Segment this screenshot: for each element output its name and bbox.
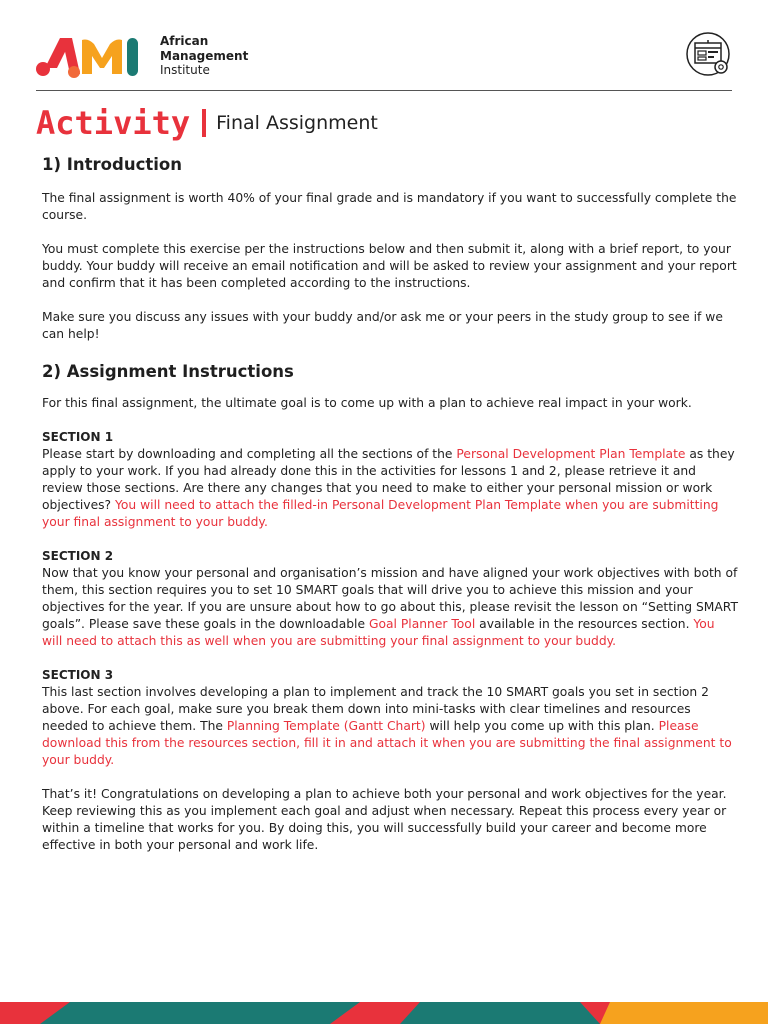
section-1-body bbox=[42, 446, 738, 531]
section-2-title: SECTION 2 bbox=[42, 549, 114, 563]
ami-logo bbox=[36, 34, 154, 78]
section-3-title: SECTION 3 bbox=[42, 668, 114, 682]
section-1-text: Please start by downloading and completing all the sections of the bbox=[42, 447, 457, 461]
org-name-line2: Management bbox=[160, 48, 249, 63]
header-divider bbox=[36, 90, 732, 91]
pdp-template-link[interactable]: Personal Development Plan Template bbox=[456, 447, 686, 461]
section-2-text: Now that you know your personal and organisation’s mission and have aligned your work objectives with both of them, this section requires you to set 10 SMART goals that will drive you to achieve this mission and your objectives for the year. If you are unsure about how to go about this, please revisit the lesson on “Setting SMART goals”. Please save these goals in the downloadable bbox=[42, 566, 738, 631]
section-3-text-2: will help you come up with this plan. bbox=[425, 719, 659, 733]
intro-heading: 1) Introduction bbox=[42, 155, 182, 174]
title-activity: Activity bbox=[36, 104, 191, 142]
section-1-title: SECTION 1 bbox=[42, 430, 114, 444]
intro-paragraph-3: Make sure you discuss any issues with your buddy and/or ask me or your peers in the study group to see if we can help! bbox=[42, 310, 723, 341]
intro-paragraph-2: You must complete this exercise per the instructions below and then submit it, along with a brief report, to your buddy. Your buddy will receive an email notification and will be asked to review your assignment and your report and confirm that it has been completed according to the instructions. bbox=[42, 242, 737, 290]
title-subtitle: Final Assignment bbox=[216, 112, 378, 134]
section-1 bbox=[42, 429, 738, 531]
org-name-line3: Institute bbox=[160, 63, 210, 77]
footer-color-band bbox=[0, 1002, 768, 1024]
closing-paragraph: That’s it! Congratulations on developing a plan to achieve both your personal and work objectives for the year. Keep reviewing this as you implement each goal and adjust when necessary. Repeat this process every year or within a timeline that works for you. By doing this, you will successfully build your career and become more effective in both your personal and work life. bbox=[42, 787, 727, 852]
instructions-heading: 2) Assignment Instructions bbox=[42, 362, 294, 381]
planning-board-gear-icon bbox=[686, 32, 732, 78]
gantt-template-link[interactable]: Planning Template (Gantt Chart) bbox=[226, 719, 426, 733]
intro-paragraph-1: The final assignment is worth 40% of your final grade and is mandatory if you want to successfully complete the course. bbox=[42, 191, 737, 222]
section-2-body bbox=[42, 565, 738, 650]
section-3-attach-note: Please download this from the resources section, fill it in and attach it when you are submitting the final assignment to your buddy. bbox=[42, 719, 732, 767]
org-name-line1: African bbox=[160, 34, 209, 48]
section-3-body bbox=[42, 684, 738, 769]
section-2 bbox=[42, 548, 738, 650]
section-3 bbox=[42, 667, 738, 769]
section-2-attach-note: You will need to attach this as well when you are submitting your final assignment to your buddy. bbox=[42, 617, 715, 648]
section-3-text: This last section involves developing a plan to implement and track the 10 SMART goals you set in section 2 above. For each goal, make sure you break them down into mini-tasks with clear timelines and resources needed to achieve them. The bbox=[42, 685, 709, 733]
page-header bbox=[36, 30, 732, 82]
title-separator bbox=[202, 109, 206, 137]
section-2-text-2: available in the resources section. bbox=[475, 617, 694, 631]
section-1-attach-note: You will need to attach the filled-in Personal Development Plan Template when you are submitting your final assignment to your buddy. bbox=[42, 498, 719, 529]
page-title bbox=[36, 104, 378, 144]
org-name bbox=[160, 34, 248, 78]
section-1-text-2: as they apply to your work. If you had already done this in the activities for lessons 1 and 2, please retrieve it and review those sections. Are there any changes that you need to make to either your personal mission or work objectives? bbox=[42, 447, 735, 512]
goal-planner-link[interactable]: Goal Planner Tool bbox=[368, 617, 476, 631]
document-body bbox=[42, 156, 738, 854]
instructions-paragraph: For this final assignment, the ultimate goal is to come up with a plan to achieve real impact in your work. bbox=[42, 396, 692, 410]
